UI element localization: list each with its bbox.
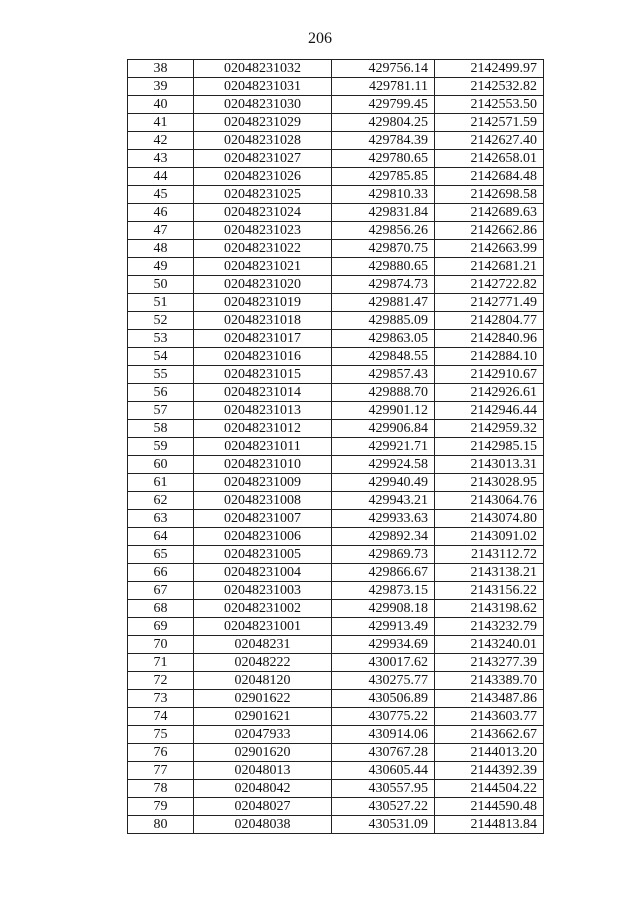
row-number-cell: 61 — [128, 474, 194, 492]
row-number-cell: 52 — [128, 312, 194, 330]
table-row — [128, 312, 544, 330]
row-number-cell: 58 — [128, 420, 194, 438]
row-number-cell: 49 — [128, 258, 194, 276]
y-coordinate-cell: 2142532.82 — [435, 78, 544, 96]
point-id-cell: 02048231001 — [194, 618, 332, 636]
x-coordinate-cell: 429906.84 — [332, 420, 435, 438]
x-coordinate-cell: 429873.15 — [332, 582, 435, 600]
table-row — [128, 168, 544, 186]
point-id-cell: 02048027 — [194, 798, 332, 816]
point-id-cell: 02048231005 — [194, 546, 332, 564]
table-row — [128, 456, 544, 474]
point-id-cell: 02048231017 — [194, 330, 332, 348]
y-coordinate-cell: 2143389.70 — [435, 672, 544, 690]
x-coordinate-cell: 429856.26 — [332, 222, 435, 240]
y-coordinate-cell: 2142681.21 — [435, 258, 544, 276]
row-number-cell: 66 — [128, 564, 194, 582]
table-row — [128, 186, 544, 204]
y-coordinate-cell: 2144504.22 — [435, 780, 544, 798]
point-id-cell: 02048231013 — [194, 402, 332, 420]
y-coordinate-cell: 2143240.01 — [435, 636, 544, 654]
point-id-cell: 02048231011 — [194, 438, 332, 456]
x-coordinate-cell: 429880.65 — [332, 258, 435, 276]
point-id-cell: 02048231024 — [194, 204, 332, 222]
table-row — [128, 366, 544, 384]
point-id-cell: 02048231026 — [194, 168, 332, 186]
table-row — [128, 420, 544, 438]
x-coordinate-cell: 430914.06 — [332, 726, 435, 744]
point-id-cell: 02048231004 — [194, 564, 332, 582]
x-coordinate-cell: 429913.49 — [332, 618, 435, 636]
point-id-cell: 02048231010 — [194, 456, 332, 474]
point-id-cell: 02048013 — [194, 762, 332, 780]
row-number-cell: 80 — [128, 816, 194, 834]
y-coordinate-cell: 2142926.61 — [435, 384, 544, 402]
table-row — [128, 132, 544, 150]
x-coordinate-cell: 429888.70 — [332, 384, 435, 402]
point-id-cell: 02048042 — [194, 780, 332, 798]
y-coordinate-cell: 2143091.02 — [435, 528, 544, 546]
row-number-cell: 51 — [128, 294, 194, 312]
x-coordinate-cell: 429874.73 — [332, 276, 435, 294]
y-coordinate-cell: 2143138.21 — [435, 564, 544, 582]
point-id-cell: 02048231021 — [194, 258, 332, 276]
row-number-cell: 65 — [128, 546, 194, 564]
x-coordinate-cell: 430017.62 — [332, 654, 435, 672]
point-id-cell: 02048231023 — [194, 222, 332, 240]
row-number-cell: 42 — [128, 132, 194, 150]
row-number-cell: 40 — [128, 96, 194, 114]
table-row — [128, 330, 544, 348]
point-id-cell: 02048231018 — [194, 312, 332, 330]
point-id-cell: 02048231029 — [194, 114, 332, 132]
x-coordinate-cell: 429780.65 — [332, 150, 435, 168]
y-coordinate-cell: 2143603.77 — [435, 708, 544, 726]
x-coordinate-cell: 430775.22 — [332, 708, 435, 726]
x-coordinate-cell: 429799.45 — [332, 96, 435, 114]
row-number-cell: 64 — [128, 528, 194, 546]
row-number-cell: 47 — [128, 222, 194, 240]
table-row — [128, 240, 544, 258]
row-number-cell: 72 — [128, 672, 194, 690]
x-coordinate-cell: 430557.95 — [332, 780, 435, 798]
x-coordinate-cell: 429810.33 — [332, 186, 435, 204]
point-id-cell: 02048231030 — [194, 96, 332, 114]
x-coordinate-cell: 429933.63 — [332, 510, 435, 528]
table-row — [128, 204, 544, 222]
table-row — [128, 96, 544, 114]
point-id-cell: 02048231027 — [194, 150, 332, 168]
table-row — [128, 708, 544, 726]
y-coordinate-cell: 2142499.97 — [435, 60, 544, 78]
point-id-cell: 02048231012 — [194, 420, 332, 438]
point-id-cell: 02048222 — [194, 654, 332, 672]
x-coordinate-cell: 429781.11 — [332, 78, 435, 96]
point-id-cell: 02048231031 — [194, 78, 332, 96]
x-coordinate-cell: 429908.18 — [332, 600, 435, 618]
x-coordinate-cell: 429785.85 — [332, 168, 435, 186]
row-number-cell: 46 — [128, 204, 194, 222]
row-number-cell: 78 — [128, 780, 194, 798]
y-coordinate-cell: 2142946.44 — [435, 402, 544, 420]
table-row — [128, 636, 544, 654]
y-coordinate-cell: 2142627.40 — [435, 132, 544, 150]
point-id-cell: 02048231019 — [194, 294, 332, 312]
x-coordinate-cell: 429869.73 — [332, 546, 435, 564]
table-row — [128, 564, 544, 582]
row-number-cell: 74 — [128, 708, 194, 726]
x-coordinate-cell: 429870.75 — [332, 240, 435, 258]
row-number-cell: 67 — [128, 582, 194, 600]
y-coordinate-cell: 2142722.82 — [435, 276, 544, 294]
x-coordinate-cell: 429866.67 — [332, 564, 435, 582]
y-coordinate-cell: 2143013.31 — [435, 456, 544, 474]
x-coordinate-cell: 429784.39 — [332, 132, 435, 150]
y-coordinate-cell: 2143198.62 — [435, 600, 544, 618]
point-id-cell: 02048231020 — [194, 276, 332, 294]
y-coordinate-cell: 2144392.39 — [435, 762, 544, 780]
y-coordinate-cell: 2142804.77 — [435, 312, 544, 330]
x-coordinate-cell: 429934.69 — [332, 636, 435, 654]
point-id-cell: 02048120 — [194, 672, 332, 690]
point-id-cell: 02047933 — [194, 726, 332, 744]
x-coordinate-cell: 429943.21 — [332, 492, 435, 510]
row-number-cell: 56 — [128, 384, 194, 402]
y-coordinate-cell: 2142684.48 — [435, 168, 544, 186]
point-id-cell: 02048231014 — [194, 384, 332, 402]
row-number-cell: 73 — [128, 690, 194, 708]
x-coordinate-cell: 430531.09 — [332, 816, 435, 834]
y-coordinate-cell: 2142884.10 — [435, 348, 544, 366]
y-coordinate-cell: 2142698.58 — [435, 186, 544, 204]
table-row — [128, 618, 544, 636]
table-row — [128, 348, 544, 366]
point-id-cell: 02048231003 — [194, 582, 332, 600]
x-coordinate-cell: 429756.14 — [332, 60, 435, 78]
table-row — [128, 528, 544, 546]
x-coordinate-cell: 429857.43 — [332, 366, 435, 384]
x-coordinate-cell: 429940.49 — [332, 474, 435, 492]
x-coordinate-cell: 430527.22 — [332, 798, 435, 816]
point-id-cell: 02048231006 — [194, 528, 332, 546]
row-number-cell: 60 — [128, 456, 194, 474]
row-number-cell: 54 — [128, 348, 194, 366]
point-id-cell: 02048231028 — [194, 132, 332, 150]
y-coordinate-cell: 2143487.86 — [435, 690, 544, 708]
table-row — [128, 276, 544, 294]
y-coordinate-cell: 2143232.79 — [435, 618, 544, 636]
row-number-cell: 38 — [128, 60, 194, 78]
y-coordinate-cell: 2142553.50 — [435, 96, 544, 114]
point-id-cell: 02048231016 — [194, 348, 332, 366]
y-coordinate-cell: 2142658.01 — [435, 150, 544, 168]
x-coordinate-cell: 430275.77 — [332, 672, 435, 690]
y-coordinate-cell: 2142663.99 — [435, 240, 544, 258]
table-row — [128, 600, 544, 618]
table-row — [128, 690, 544, 708]
table-row — [128, 744, 544, 762]
point-id-cell: 02901620 — [194, 744, 332, 762]
point-id-cell: 02901622 — [194, 690, 332, 708]
table-row — [128, 798, 544, 816]
table-row — [128, 402, 544, 420]
y-coordinate-cell: 2144813.84 — [435, 816, 544, 834]
y-coordinate-cell: 2142689.63 — [435, 204, 544, 222]
table-row — [128, 546, 544, 564]
x-coordinate-cell: 429881.47 — [332, 294, 435, 312]
y-coordinate-cell: 2143028.95 — [435, 474, 544, 492]
coordinates-table — [127, 59, 544, 834]
row-number-cell: 75 — [128, 726, 194, 744]
x-coordinate-cell: 429924.58 — [332, 456, 435, 474]
row-number-cell: 53 — [128, 330, 194, 348]
y-coordinate-cell: 2142840.96 — [435, 330, 544, 348]
row-number-cell: 55 — [128, 366, 194, 384]
point-id-cell: 02048038 — [194, 816, 332, 834]
row-number-cell: 41 — [128, 114, 194, 132]
x-coordinate-cell: 430506.89 — [332, 690, 435, 708]
row-number-cell: 57 — [128, 402, 194, 420]
point-id-cell: 02048231007 — [194, 510, 332, 528]
row-number-cell: 39 — [128, 78, 194, 96]
point-id-cell: 02048231008 — [194, 492, 332, 510]
row-number-cell: 69 — [128, 618, 194, 636]
table-row — [128, 762, 544, 780]
table-row — [128, 78, 544, 96]
table-row — [128, 816, 544, 834]
y-coordinate-cell: 2143277.39 — [435, 654, 544, 672]
row-number-cell: 70 — [128, 636, 194, 654]
row-number-cell: 50 — [128, 276, 194, 294]
y-coordinate-cell: 2143064.76 — [435, 492, 544, 510]
row-number-cell: 62 — [128, 492, 194, 510]
row-number-cell: 77 — [128, 762, 194, 780]
x-coordinate-cell: 429863.05 — [332, 330, 435, 348]
row-number-cell: 63 — [128, 510, 194, 528]
x-coordinate-cell: 430767.28 — [332, 744, 435, 762]
y-coordinate-cell: 2142910.67 — [435, 366, 544, 384]
table-row — [128, 726, 544, 744]
row-number-cell: 59 — [128, 438, 194, 456]
table-row — [128, 582, 544, 600]
y-coordinate-cell: 2143662.67 — [435, 726, 544, 744]
y-coordinate-cell: 2142959.32 — [435, 420, 544, 438]
y-coordinate-cell: 2142771.49 — [435, 294, 544, 312]
point-id-cell: 02048231032 — [194, 60, 332, 78]
y-coordinate-cell: 2142571.59 — [435, 114, 544, 132]
point-id-cell: 02048231002 — [194, 600, 332, 618]
x-coordinate-cell: 429831.84 — [332, 204, 435, 222]
x-coordinate-cell: 429901.12 — [332, 402, 435, 420]
row-number-cell: 45 — [128, 186, 194, 204]
x-coordinate-cell: 430605.44 — [332, 762, 435, 780]
table-row — [128, 510, 544, 528]
y-coordinate-cell: 2143112.72 — [435, 546, 544, 564]
row-number-cell: 48 — [128, 240, 194, 258]
table-row — [128, 222, 544, 240]
x-coordinate-cell: 429921.71 — [332, 438, 435, 456]
row-number-cell: 79 — [128, 798, 194, 816]
point-id-cell: 02048231022 — [194, 240, 332, 258]
x-coordinate-cell: 429804.25 — [332, 114, 435, 132]
table-row — [128, 294, 544, 312]
table-row — [128, 258, 544, 276]
row-number-cell: 43 — [128, 150, 194, 168]
y-coordinate-cell: 2144590.48 — [435, 798, 544, 816]
y-coordinate-cell: 2144013.20 — [435, 744, 544, 762]
table-row — [128, 654, 544, 672]
point-id-cell: 02048231 — [194, 636, 332, 654]
x-coordinate-cell: 429892.34 — [332, 528, 435, 546]
row-number-cell: 71 — [128, 654, 194, 672]
point-id-cell: 02048231015 — [194, 366, 332, 384]
table-row — [128, 114, 544, 132]
x-coordinate-cell: 429848.55 — [332, 348, 435, 366]
table-row — [128, 780, 544, 798]
table-row — [128, 438, 544, 456]
y-coordinate-cell: 2143074.80 — [435, 510, 544, 528]
table-row — [128, 672, 544, 690]
row-number-cell: 68 — [128, 600, 194, 618]
point-id-cell: 02048231025 — [194, 186, 332, 204]
table-row — [128, 150, 544, 168]
row-number-cell: 44 — [128, 168, 194, 186]
point-id-cell: 02901621 — [194, 708, 332, 726]
table-row — [128, 474, 544, 492]
y-coordinate-cell: 2142985.15 — [435, 438, 544, 456]
table-body — [128, 60, 544, 834]
point-id-cell: 02048231009 — [194, 474, 332, 492]
y-coordinate-cell: 2143156.22 — [435, 582, 544, 600]
table-row — [128, 384, 544, 402]
page-number: 206 — [308, 30, 332, 47]
row-number-cell: 76 — [128, 744, 194, 762]
table-row — [128, 60, 544, 78]
x-coordinate-cell: 429885.09 — [332, 312, 435, 330]
y-coordinate-cell: 2142662.86 — [435, 222, 544, 240]
table-row — [128, 492, 544, 510]
